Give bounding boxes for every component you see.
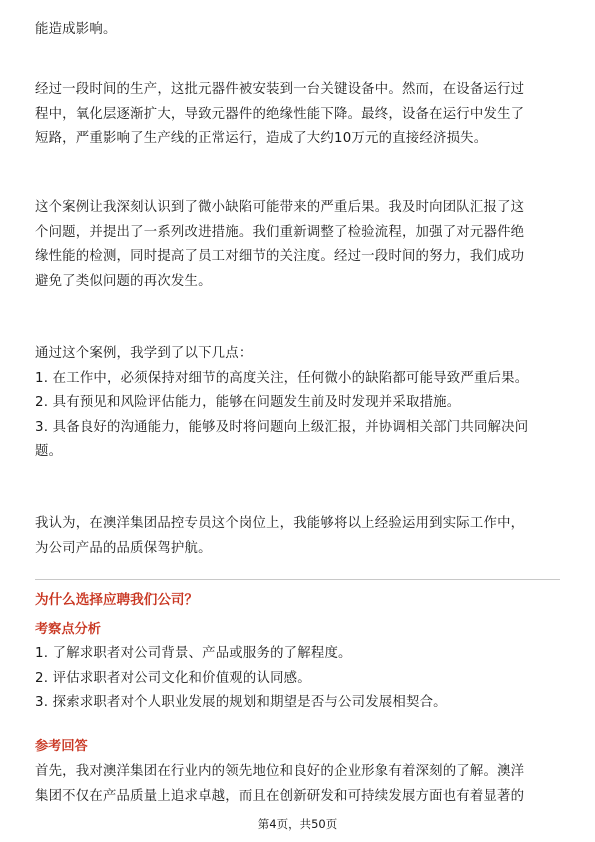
text-line: 程中，氧化层逐渐扩大，导致元器件的绝缘性能下降。最终，设备在运行中发生了 <box>35 106 525 122</box>
list-item: 3. 具备良好的沟通能力，能够及时将问题向上级汇报，并协调相关部门共同解决问 <box>35 419 529 435</box>
text-line: 短路，严重影响了生产线的正常运行，造成了大约10万元的直接经济损失。 <box>35 131 488 146</box>
lessons-section <box>35 342 560 465</box>
page-number: 第4页，共50页 <box>257 817 338 831</box>
answer-heading: 参考回答 <box>35 739 88 754</box>
analysis-list <box>35 642 560 716</box>
list-item: 1. 了解求职者对公司背景、产品或服务的了解程度。 <box>35 646 352 661</box>
continuation-text <box>35 18 560 43</box>
text-line: 缘性能的检测，同时提高了员工对细节的关注度。经过一段时间的努力，我们成功 <box>35 249 525 264</box>
text-line: 这个案例让我深刻认识到了微小缺陷可能带来的严重后果。我及时向团队汇报了这 <box>35 200 525 215</box>
text-line: 集团不仅在产品质量上追求卓越，而且在创新研发和可持续发展方面也有着显著的 <box>35 788 525 804</box>
question-title: 为什么选择应聘我们公司？ <box>35 592 199 608</box>
list-item: 2. 评估求职者对公司文化和价值观的认同感。 <box>35 670 311 686</box>
list-item: 2. 具有预见和风险评估能力，能够在问题发生前及时发现并采取措施。 <box>35 395 461 410</box>
text-line: 个问题，并提出了一系列改进措施。我们重新调整了检验流程，加强了对元器件绝 <box>35 224 525 240</box>
text-line: 我认为，在澳洋集团品控专员这个岗位上，我能够将以上经验运用到实际工作中， <box>35 516 525 531</box>
text-line: 能造成影响。 <box>35 22 117 37</box>
paragraph-reflection <box>35 196 560 294</box>
paragraph-conclusion <box>35 512 560 561</box>
text-line: 为公司产品的品质保驾护航。 <box>35 540 212 556</box>
paragraph-incident <box>35 78 560 152</box>
text-line: 避免了类似问题的再次发生。 <box>35 273 212 289</box>
list-item: 题。 <box>35 444 63 459</box>
analysis-heading: 考察点分析 <box>35 622 101 637</box>
answer-text <box>35 760 560 809</box>
list-item: 1. 在工作中，必须保持对细节的高度关注，任何微小的缺陷都可能导致严重后果。 <box>35 370 529 386</box>
text-line: 经过一段时间的生产，这批元器件被安装到一台关键设备中。然而，在设备运行过 <box>35 82 525 97</box>
section-divider <box>35 579 560 580</box>
lessons-intro: 通过这个案例，我学到了以下几点： <box>35 346 253 361</box>
list-item: 3. 探索求职者对个人职业发展的规划和期望是否与公司发展相契合。 <box>35 695 447 710</box>
text-line: 首先，我对澳洋集团在行业内的领先地位和良好的企业形象有着深刻的了解。澳洋 <box>35 764 525 779</box>
